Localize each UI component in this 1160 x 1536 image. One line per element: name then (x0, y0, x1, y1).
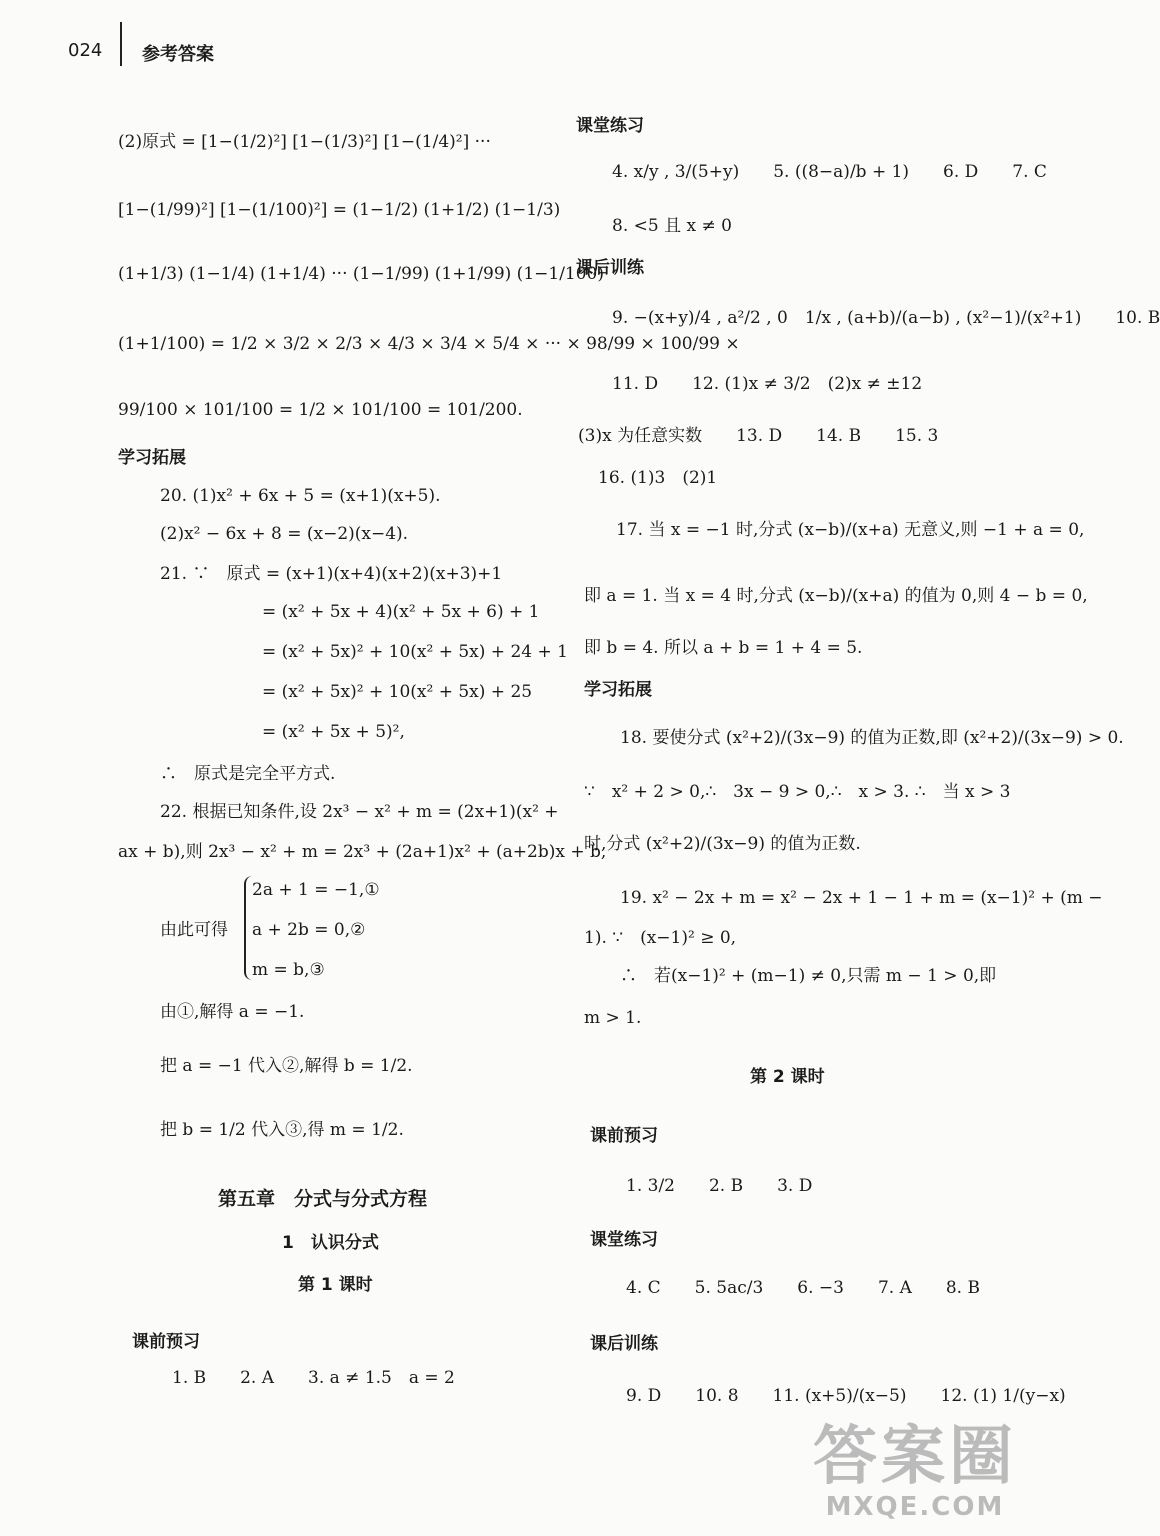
kqyx-answers-left: 1. B 2. A 3. a ≠ 1.5 a = 2 (172, 1368, 455, 1388)
q21-line5: = (x² + 5x + 5)², (262, 722, 405, 742)
q2-line5: 99/100 × 101/100 = 1/2 × 101/100 = 101/200. (118, 400, 523, 420)
q19-line2: 1). ∵ (x−1)² ≥ 0, (584, 928, 737, 948)
watermark-url: MXQE.COM (825, 1492, 1005, 1522)
q20-part2: (2)x² − 6x + 8 = (x−2)(x−4). (160, 524, 409, 544)
q22-solve-a: 由①,解得 a = −1. (160, 1002, 305, 1022)
section-kqyx-right: 课前预习 (590, 1126, 658, 1146)
section-ketang-lianxi-2: 课堂练习 (590, 1230, 658, 1250)
section-xuexi-tuozhan-right: 学习拓展 (584, 680, 652, 700)
section-kqyx-left: 课前预习 (132, 1332, 200, 1352)
header-divider (120, 22, 122, 66)
q2-line1: (2)原式 = [1−(1/2)²] [1−(1/3)²] [1−(1/4)²] ··· (118, 132, 491, 152)
system-brace (244, 876, 252, 980)
ketang-answers-3: 4. C 5. 5ac/3 6. −3 7. A 8. B (626, 1278, 980, 1298)
q18-line1: 18. 要使分式 (x²+2)/(3x−9) 的值为正数,即 (x²+2)/(3x−9) > 0. (620, 728, 1124, 748)
q20-part1: 20. (1)x² + 6x + 5 = (x+1)(x+5). (160, 486, 441, 506)
q22-solve-b: 把 a = −1 代入②,解得 b = 1/2. (160, 1056, 413, 1076)
q22-line1: 22. 根据已知条件,设 2x³ − x² + m = (2x+1)(x² + (160, 802, 559, 822)
q17-line3: 即 b = 4. 所以 a + b = 1 + 4 = 5. (584, 638, 863, 658)
q21-conclusion: ∴ 原式是完全平方式. (160, 764, 336, 784)
watermark (813, 1422, 1017, 1522)
q19-line3: ∴ 若(x−1)² + (m−1) ≠ 0,只需 m − 1 > 0,即 (620, 966, 997, 986)
q21-line3: = (x² + 5x)² + 10(x² + 5x) + 24 + 1 (262, 642, 568, 662)
q22-eq3: m = b,③ (252, 960, 325, 980)
kehou-answers-3: (3)x 为任意实数 13. D 14. B 15. 3 (578, 426, 939, 446)
q21-line4: = (x² + 5x)² + 10(x² + 5x) + 25 (262, 682, 533, 702)
page-header-title: 参考答案 (142, 44, 214, 65)
period-1-title: 第 1 课时 (298, 1275, 373, 1295)
kehou-answers-2: 11. D 12. (1)x ≠ 3/2 (2)x ≠ ±12 (612, 374, 923, 394)
page-number: 024 (68, 40, 103, 61)
q18-line3: 时,分式 (x²+2)/(3x−9) 的值为正数. (584, 834, 861, 854)
kehou-answers-1: 9. −(x+y)/4 , a²/2 , 0 1/x , (a+b)/(a−b) , (x²−1)/(x²+1) 10. B (612, 308, 1160, 328)
q2-line2: [1−(1/99)²] [1−(1/100)²] = (1−1/2) (1+1/2) (1−1/3) (118, 200, 561, 220)
q2-line4: (1+1/100) = 1/2 × 3/2 × 2/3 × 4/3 × 3/4 × 5/4 × ··· × 98/99 × 100/99 × (118, 334, 740, 354)
q22-eq2: a + 2b = 0,② (252, 920, 366, 940)
q21-line2: = (x² + 5x + 4)(x² + 5x + 6) + 1 (262, 602, 540, 622)
q2-line3: (1+1/3) (1−1/4) (1+1/4) ··· (1−1/99) (1+1/99) (1−1/100) (118, 264, 605, 284)
q22-line2: ax + b),则 2x³ − x² + m = 2x³ + (2a+1)x² + (a+2b)x + b, (118, 842, 607, 862)
q17-line2: 即 a = 1. 当 x = 4 时,分式 (x−b)/(x+a) 的值为 0,则 4 − b = 0, (584, 586, 1088, 606)
section-ketang-lianxi: 课堂练习 (576, 116, 644, 136)
chapter-title: 第五章 分式与分式方程 (218, 1188, 428, 1210)
q19-line4: m > 1. (584, 1008, 642, 1028)
ketang-answers-2: 8. <5 且 x ≠ 0 (612, 216, 732, 236)
section-xuexi-tuozhan-left: 学习拓展 (118, 448, 186, 468)
q18-line2: ∵ x² + 2 > 0,∴ 3x − 9 > 0,∴ x > 3. ∴ 当 x > 3 (584, 782, 1011, 802)
ketang-answers-1: 4. x/y , 3/(5+y) 5. ((8−a)/b + 1) 6. D 7. C (612, 162, 1047, 182)
section-kehou-xunlian-2: 课后训练 (590, 1334, 658, 1354)
section-kehou-xunlian: 课后训练 (576, 258, 644, 278)
q19-line1: 19. x² − 2x + m = x² − 2x + 1 − 1 + m = (x−1)² + (m − (620, 888, 1103, 908)
period-2-title: 第 2 课时 (750, 1067, 825, 1087)
q22-eq1: 2a + 1 = −1,① (252, 880, 380, 900)
kehou-answers-4: 16. (1)3 (2)1 (598, 468, 718, 488)
q21-line1: 21. ∵ 原式 = (x+1)(x+4)(x+2)(x+3)+1 (160, 564, 503, 584)
kehou-answers-5: 9. D 10. 8 11. (x+5)/(x−5) 12. (1) 1/(y−x) (626, 1386, 1066, 1406)
q17-line1: 17. 当 x = −1 时,分式 (x−b)/(x+a) 无意义,则 −1 + a = 0, (616, 520, 1085, 540)
lesson-title: 1 认识分式 (282, 1233, 379, 1253)
q22-solve-m: 把 b = 1/2 代入③,得 m = 1/2. (160, 1120, 404, 1140)
q22-system-label: 由此可得 (160, 920, 228, 940)
watermark-logo-text: 答案圈 (813, 1420, 1017, 1494)
kqyx-answers-right: 1. 3/2 2. B 3. D (626, 1176, 813, 1196)
